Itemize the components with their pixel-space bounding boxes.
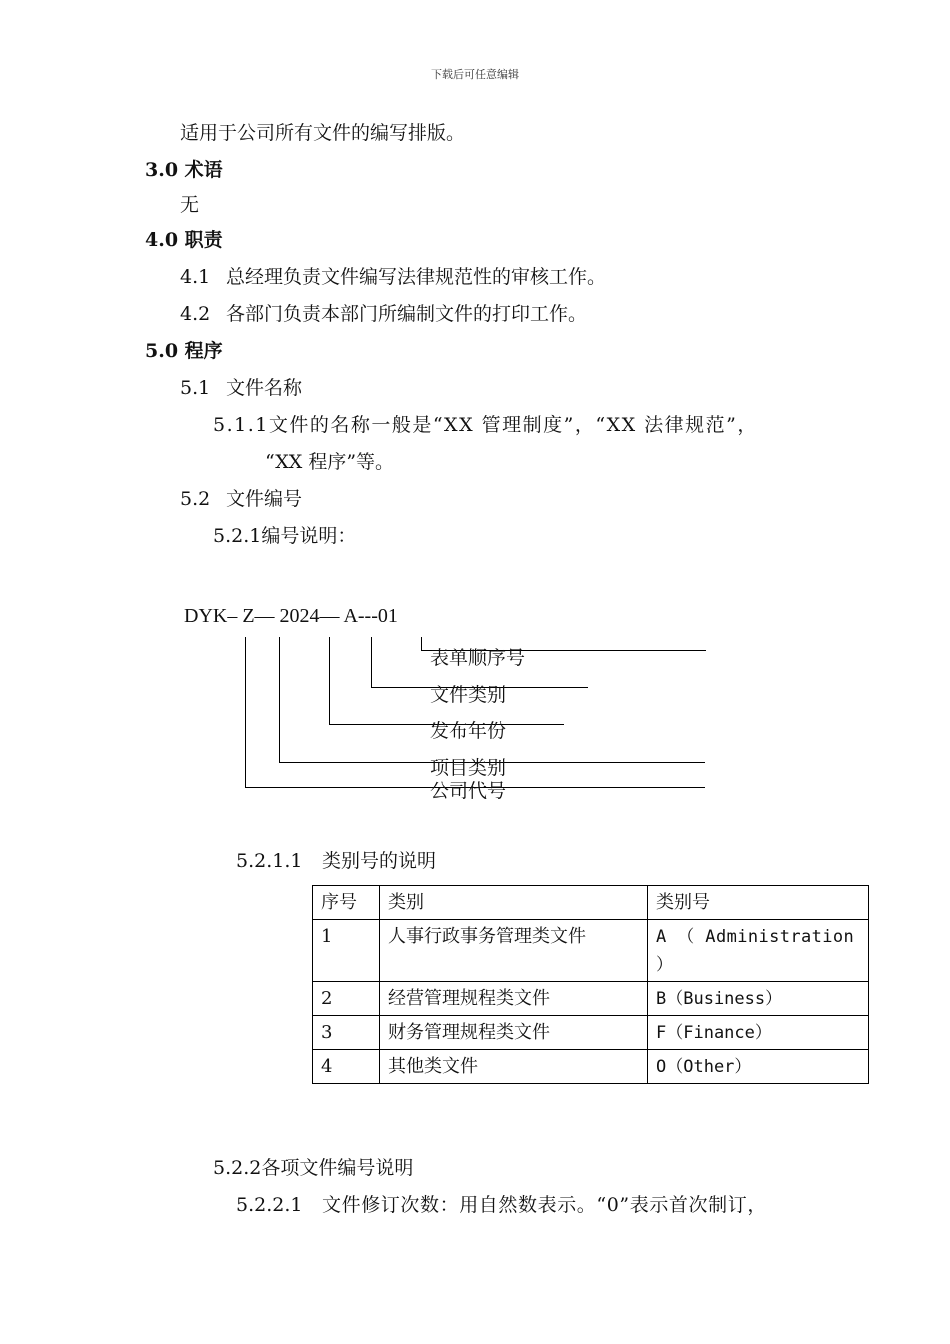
item-5-2-number: 5.2 <box>180 488 211 510</box>
connector-sequence <box>421 637 422 651</box>
row-no: 1 <box>313 920 380 982</box>
item-5-2-1-1-text: 类别号的说明 <box>322 850 437 872</box>
item-5-2-2-1-number: 5.2.2.1 <box>236 1194 303 1216</box>
label-category: 文件类别 <box>430 684 507 706</box>
page-header: 下载后可任意编辑 <box>431 68 519 81</box>
connector-year <box>329 637 330 725</box>
header-category: 类别 <box>380 886 648 920</box>
item-5-1-1-line2: “XX 程序”等。 <box>265 451 395 473</box>
section-3-title: 3.0 术语 <box>145 159 223 181</box>
section-3-content: 无 <box>180 194 200 216</box>
row-code: B（Business） <box>648 982 869 1016</box>
item-4-2-text: 各部门负责本部门所编制文件的打印工作。 <box>226 303 588 325</box>
row-no: 4 <box>313 1050 380 1084</box>
header-code: 类别号 <box>648 886 869 920</box>
item-5-2-2-1-text: 文件修订次数：用自然数表示。“0”表示首次制订， <box>322 1194 767 1216</box>
connector-project <box>279 637 280 763</box>
item-4-1-number: 4.1 <box>180 266 211 288</box>
item-5-2-text: 文件编号 <box>226 488 303 510</box>
table-row <box>313 982 869 1016</box>
table-header-row <box>313 886 869 920</box>
item-5-2-2: 5.2.2各项文件编号说明 <box>213 1157 414 1179</box>
row-category: 其他类文件 <box>380 1050 648 1084</box>
row-category: 财务管理规程类文件 <box>380 1016 648 1050</box>
table-row <box>313 1016 869 1050</box>
table-row <box>313 920 869 982</box>
category-table <box>312 885 869 1084</box>
row-category: 经营管理规程类文件 <box>380 982 648 1016</box>
code-example: DYK– Z— 2024— A---01 <box>184 605 398 627</box>
label-sequence: 表单顺序号 <box>430 647 526 669</box>
table-row <box>313 1050 869 1084</box>
row-code: O（Other） <box>648 1050 869 1084</box>
row-code: F（Finance） <box>648 1016 869 1050</box>
label-project: 项目类别 <box>430 757 507 779</box>
item-5-1-number: 5.1 <box>180 377 211 399</box>
header-no: 序号 <box>313 886 380 920</box>
row-no: 3 <box>313 1016 380 1050</box>
item-5-1-text: 文件名称 <box>226 377 303 399</box>
connector-company <box>245 637 246 788</box>
item-5-2-1: 5.2.1编号说明： <box>213 525 357 547</box>
item-5-2-1-1-number: 5.2.1.1 <box>236 850 303 872</box>
item-4-1-text: 总经理负责文件编写法律规范性的审核工作。 <box>226 266 607 288</box>
row-code: A （ Administration ） <box>648 920 869 982</box>
section-4-title: 4.0 职责 <box>145 229 223 251</box>
connector-category <box>371 637 372 688</box>
item-5-1-1-line1: 5.1.1文件的名称一般是“XX 管理制度”，“XX 法律规范”， <box>213 414 758 436</box>
item-4-2-number: 4.2 <box>180 303 211 325</box>
row-no: 2 <box>313 982 380 1016</box>
section-5-title: 5.0 程序 <box>145 340 223 362</box>
scope-text: 适用于公司所有文件的编写排版。 <box>180 122 466 144</box>
label-company: 公司代号 <box>430 780 507 802</box>
row-category: 人事行政事务管理类文件 <box>380 920 648 982</box>
label-year: 发布年份 <box>430 720 507 742</box>
